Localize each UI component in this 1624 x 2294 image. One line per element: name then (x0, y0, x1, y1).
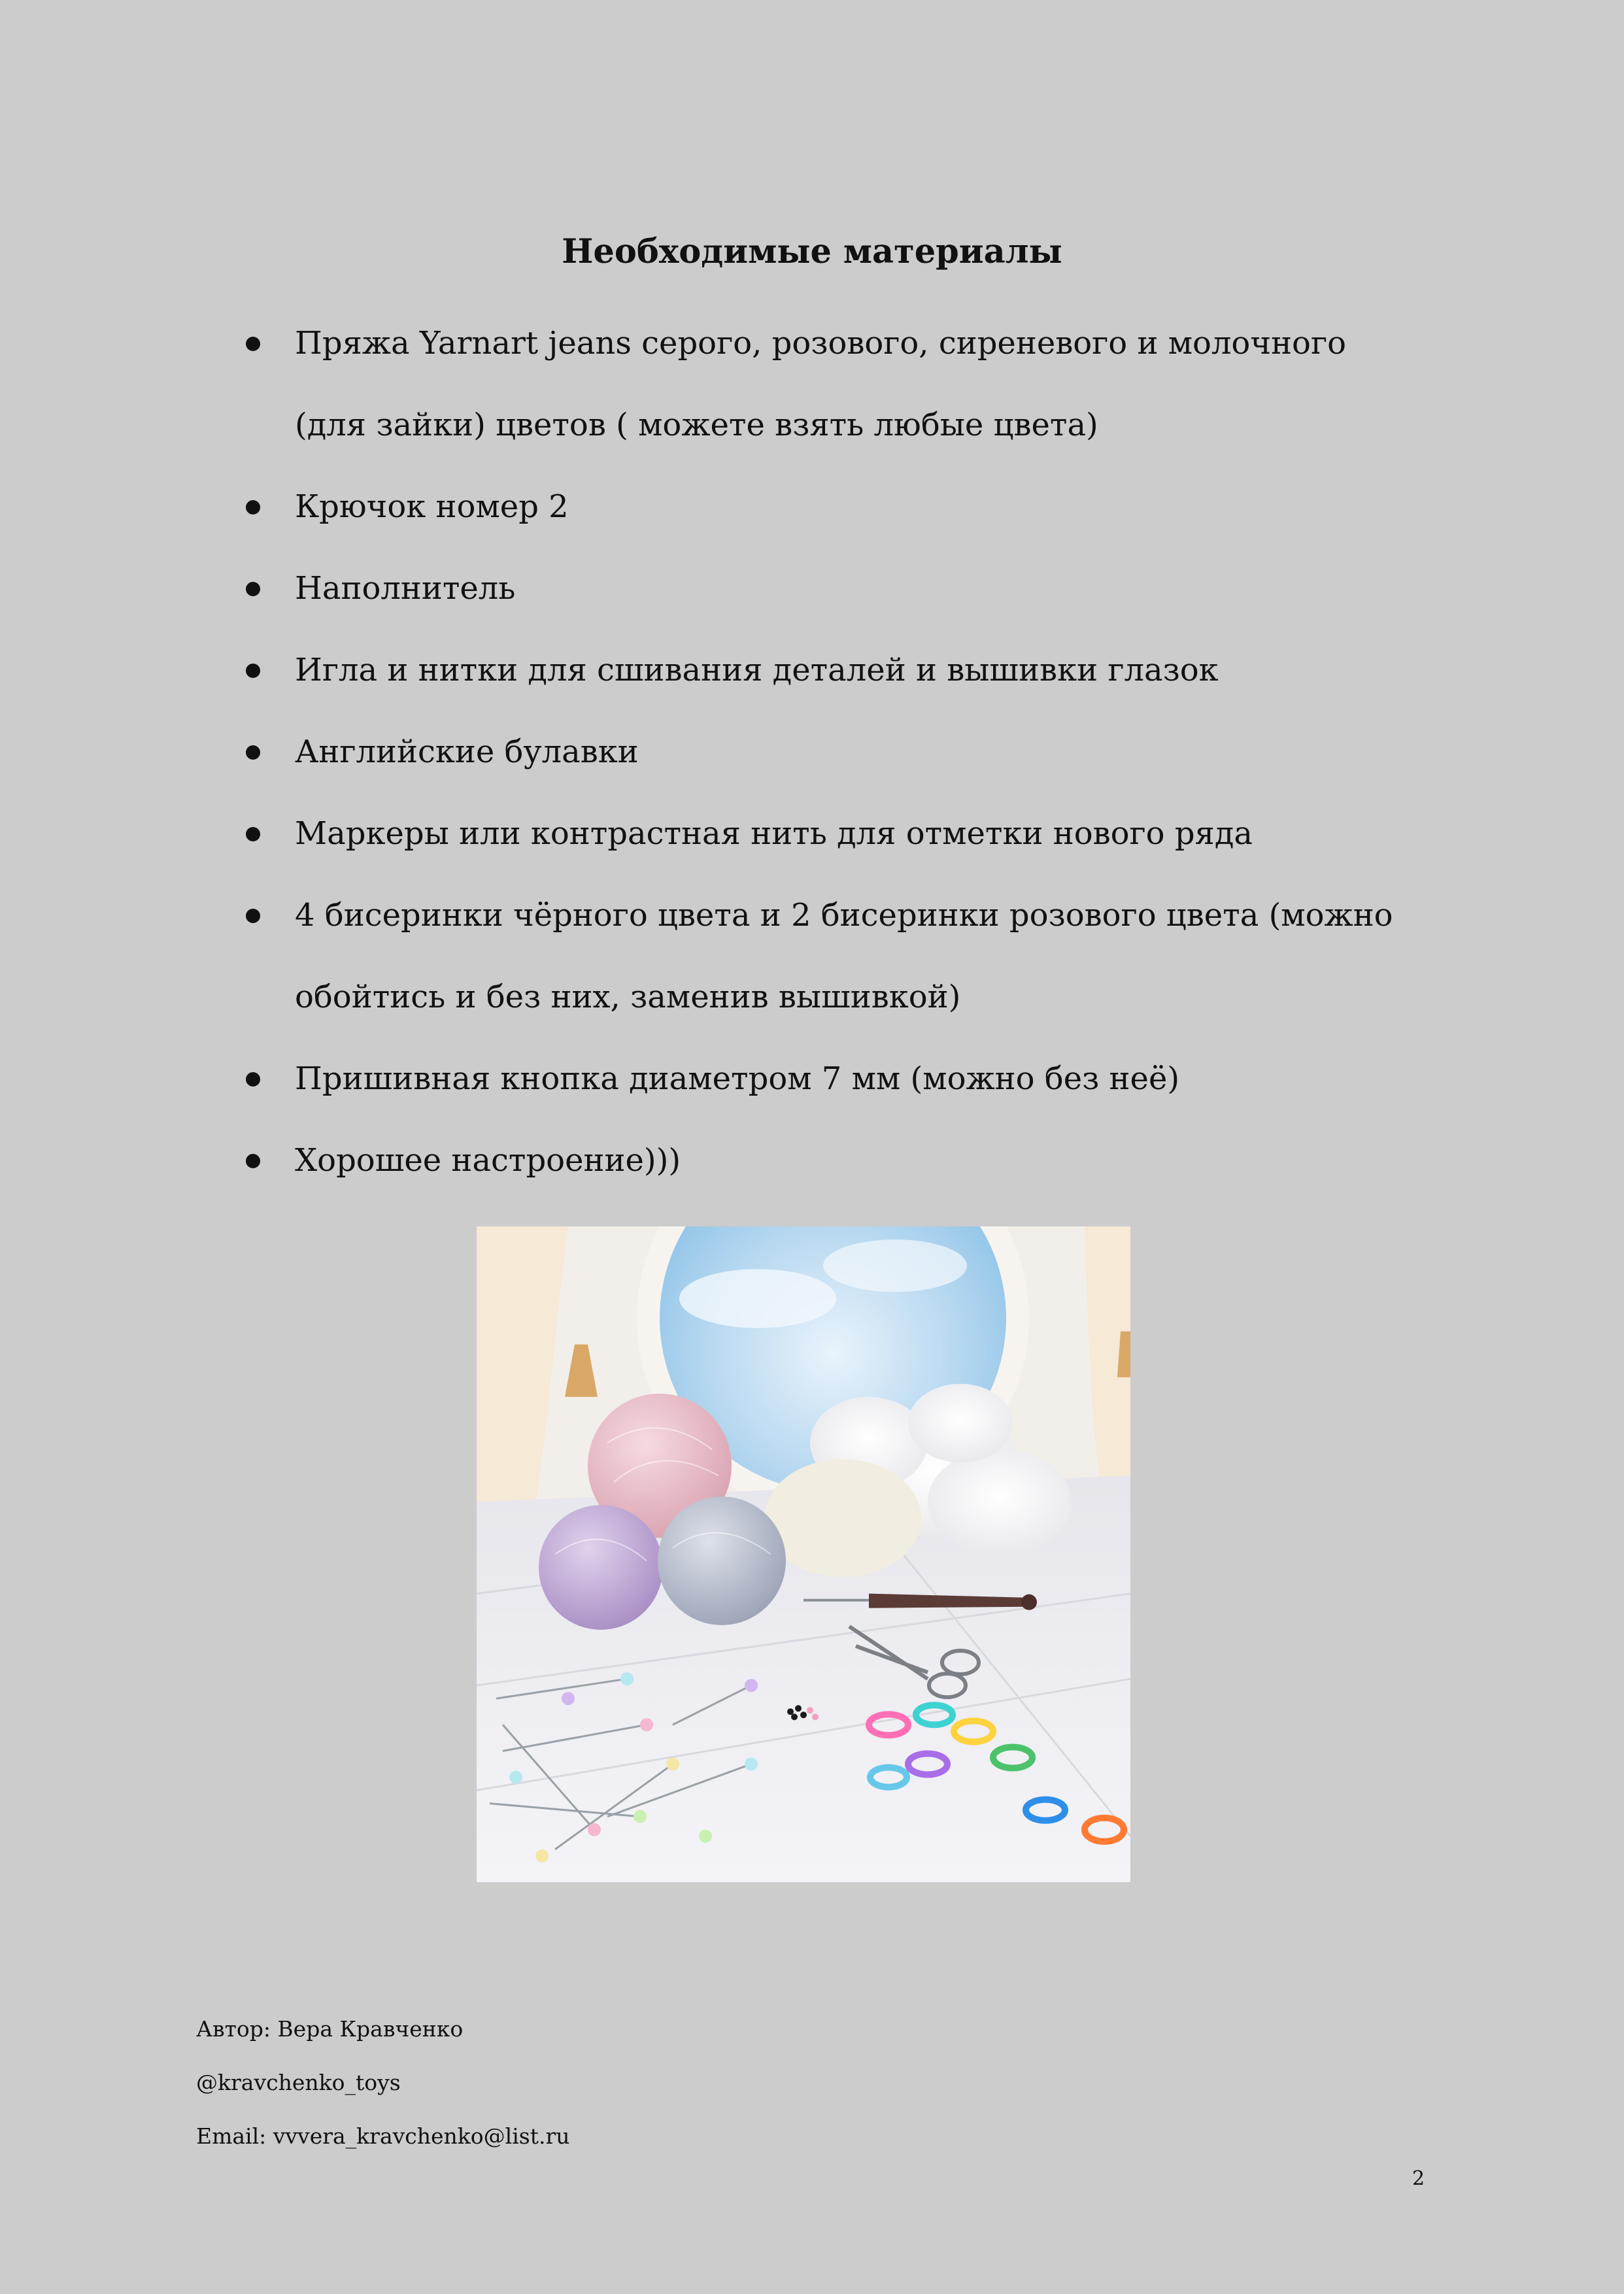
bullet-icon (246, 582, 260, 596)
photo-yarn-lilac (539, 1505, 663, 1630)
list-item-text: Игла и нитки для сшивания деталей и вышивки глазок (295, 652, 1219, 688)
materials-list (246, 303, 1410, 1202)
list-item (246, 1038, 1410, 1120)
bullet-icon (246, 745, 260, 760)
list-item-text: Пришивная кнопка диаметром 7 мм (можно без неё) (295, 1060, 1180, 1097)
list-item-text: Хорошее настроение))) (295, 1142, 681, 1179)
bullet-icon (246, 827, 260, 841)
list-item (246, 875, 1410, 1038)
photo-yarn-grey (658, 1496, 786, 1625)
list-item-text: Пряжа Yarnart jeans серого, розового, сиреневого и молочного (для зайки) цветов ( можете взять любые цвета) (295, 325, 1346, 443)
list-item (246, 630, 1410, 711)
list-item (246, 1120, 1410, 1202)
author-line: Автор: Вера Кравченко (196, 2016, 464, 2042)
list-item (246, 303, 1410, 466)
list-item-text: Наполнитель (295, 570, 516, 607)
list-item-text: Английские булавки (295, 734, 639, 770)
email-line: Email: vvvera_kravchenko@list.ru (196, 2123, 570, 2149)
list-item (246, 466, 1410, 548)
bullet-icon (246, 909, 260, 923)
list-item-text: Крючок номер 2 (295, 488, 569, 525)
photo-yarn-milk (764, 1459, 921, 1577)
list-item-text: Маркеры или контрастная нить для отметки нового ряда (295, 815, 1253, 852)
bullet-icon (246, 1154, 260, 1168)
list-item (246, 711, 1410, 793)
list-item (246, 793, 1410, 875)
page-title: Необходимые материалы (562, 232, 1062, 271)
page-number: 2 (1412, 2167, 1425, 2190)
bullet-icon (246, 337, 260, 351)
materials-photo (477, 1226, 1130, 1882)
list-item-text: 4 бисеринки чёрного цвета и 2 бисеринки розового цвета (можно обойтись и без них, заменив вышивкой) (295, 897, 1393, 1015)
bullet-icon (246, 664, 260, 678)
instagram-handle: @kravchenko_toys (196, 2070, 401, 2095)
bullet-icon (246, 500, 260, 514)
bullet-icon (246, 1072, 260, 1087)
footer (196, 2002, 569, 2163)
list-item (246, 548, 1410, 630)
